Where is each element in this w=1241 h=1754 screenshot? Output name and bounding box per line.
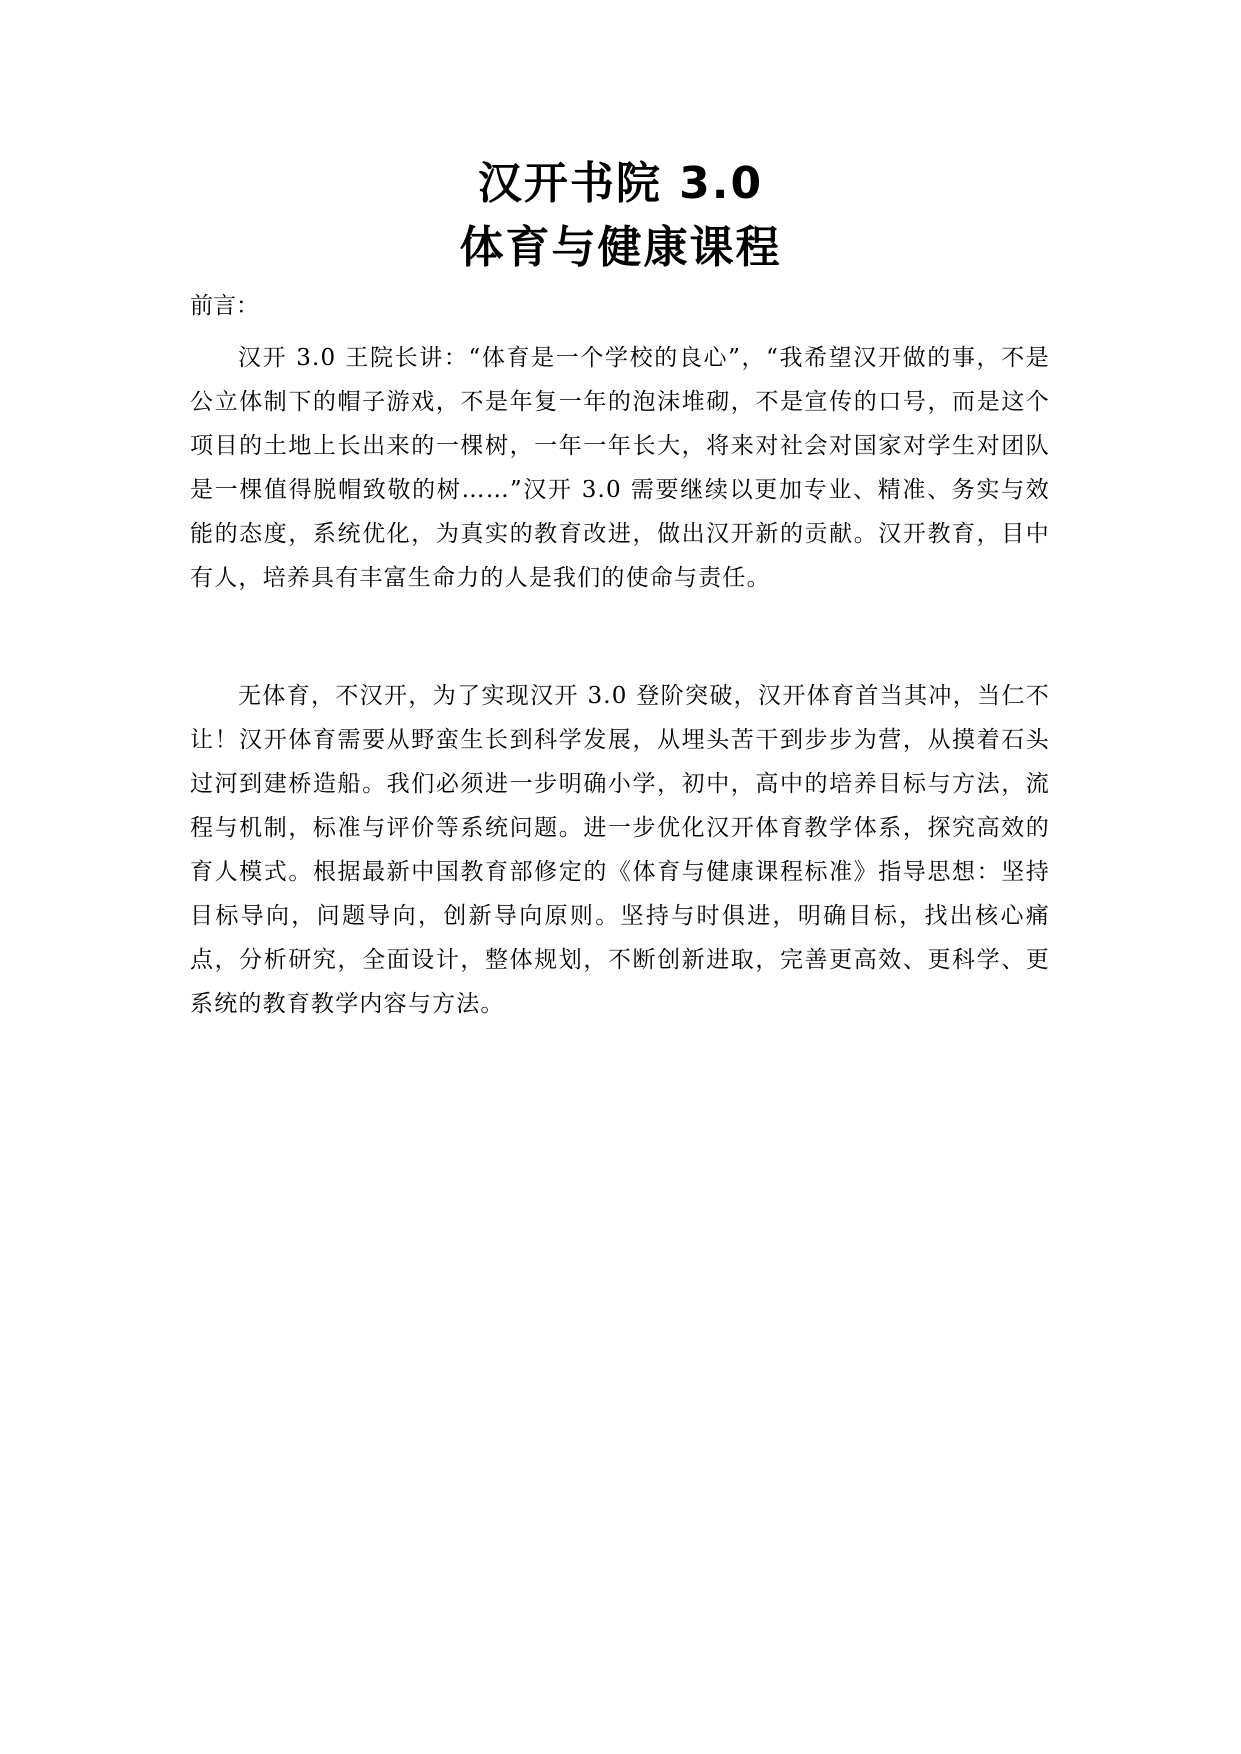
document-title-line-1: 汉开书院 3.0 [477, 158, 764, 209]
paragraph-1: 汉开 3.0 王院长讲：“体育是一个学校的良心”，“我希望汉开做的事，不是公立体制下的帽子游戏，不是年复一年的泡沫堆砌，不是宣传的口号，而是这个项目的土地上长出来的一棵树，一年一年长大，将来对社会对国家对学生对团队是一棵值得脱帽致敬的树……”汉开 3.0 需要继续以更加专业、精准、务实与效能的态度，系统优化，为真实的教育改进，做出汉开新的贡献。汉开教育，目中有人，培养具有丰富生命力的人是我们的使命与责任。 [190, 345, 1050, 591]
preface-label: 前言： [190, 293, 259, 319]
document-title-line-2: 体育与健康课程 [459, 222, 782, 273]
paragraph-2: 无体育，不汉开，为了实现汉开 3.0 登阶突破，汉开体育首当其冲，当仁不让！汉开体育需要从野蛮生长到科学发展，从埋头苦干到步步为营，从摸着石头过河到建桥造船。我们必须进一步明确小学，初中，高中的培养目标与方法，流程与机制，标准与评价等系统问题。进一步优化汉开体育教学体系，探究高效的育人模式。根据最新中国教育部修定的《体育与健康课程标准》指导思想：坚持目标导向，问题导向，创新导向原则。坚持与时俱进，明确目标，找出核心痛点，分析研究，全面设计，整体规划，不断创新进取，完善更高效、更科学、更系统的教育教学内容与方法。 [190, 683, 1050, 1017]
